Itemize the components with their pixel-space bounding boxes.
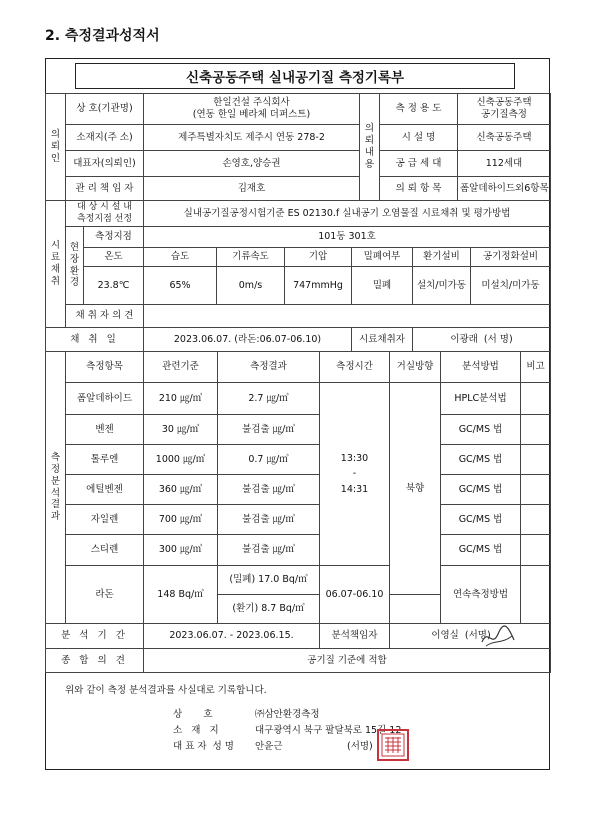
client-label-1: 소재지(주 소) (66, 125, 144, 151)
client-label-0: 상 호(기관명) (66, 94, 144, 125)
analyst-value (390, 624, 551, 649)
result-item-4: 자일렌 (66, 505, 144, 535)
point-label: 측정지점 (84, 227, 144, 248)
overall-value: 공기질 기준에 적합 (144, 649, 551, 673)
env-value-purifier: 미설치/미가동 (471, 267, 551, 305)
client-label-2: 대표자(의뢰인) (66, 151, 144, 177)
result-method-1: GC/MS 법 (441, 415, 521, 445)
env-value-humidity: 65% (144, 267, 217, 305)
results-header-time: 측정시간 (320, 352, 390, 383)
result-item-1: 벤젠 (66, 415, 144, 445)
env-header-purifier: 공기정화설비 (471, 248, 551, 267)
results-table (45, 351, 551, 649)
sampling-date-label: 채 취 일 (46, 328, 144, 352)
result-item-3: 에틸벤젠 (66, 475, 144, 505)
results-time: 13:30 - 14:31 (320, 383, 390, 566)
period-label: 분 석 기 간 (46, 624, 144, 649)
results-header-method: 분석방법 (441, 352, 521, 383)
result-standard-3: 360 ㎍/㎥ (144, 475, 218, 505)
result-item-5: 스티렌 (66, 535, 144, 566)
radon-item: 라돈 (66, 566, 144, 624)
env-value-ventilation: 설치/미가동 (413, 267, 471, 305)
env-label: 현 장 환 경 (66, 227, 84, 305)
result-note-1 (521, 415, 551, 445)
result-value-2: 0.7 ㎍/㎥ (218, 445, 320, 475)
document-title: 신축공동주택 실내공기질 측정기록부 (75, 63, 515, 89)
footer-rep-value: 안윤근 (255, 741, 283, 752)
sampling-table (45, 200, 551, 352)
radon-standard: 148 Bq/㎥ (144, 566, 218, 624)
request-value-2: 112세대 (458, 151, 551, 177)
section-heading: 2. 측정결과성적서 (45, 28, 160, 44)
point-value: 101동 301호 (144, 227, 551, 248)
env-value-pressure: 747mmHg (285, 267, 352, 305)
analyst-label: 분석책임자 (320, 624, 390, 649)
result-standard-1: 30 ㎍/㎥ (144, 415, 218, 445)
request-value-3: 폼알데하이드외6항목 (458, 177, 551, 201)
result-item-2: 톨루엔 (66, 445, 144, 475)
target-label: 대 상 시 설 내 측정지점 선정 (66, 201, 144, 227)
client-value-3: 김재호 (144, 177, 360, 201)
opinion-label: 채 취 자 의 견 (66, 305, 144, 328)
env-header-temp: 온도 (84, 248, 144, 267)
result-value-5: 불검출 ㎍/㎥ (218, 535, 320, 566)
result-method-0: HPLC분석법 (441, 383, 521, 415)
opinion-value (144, 305, 551, 328)
result-note-0 (521, 383, 551, 415)
footer-statement: 위와 같이 측정 분석결과를 사실대로 기록합니다. (65, 685, 267, 696)
result-method-3: GC/MS 법 (441, 475, 521, 505)
analyst-name: 이영실 (431, 630, 459, 642)
result-item-0: 폼알데하이드 (66, 383, 144, 415)
result-standard-2: 1000 ㎍/㎥ (144, 445, 218, 475)
footer-rep-sign: (서명) (347, 741, 373, 752)
results-direction: 북향 (390, 383, 441, 595)
client-section-label: 의 뢰 인 (46, 94, 66, 201)
env-header-sealed: 밀폐여부 (352, 248, 413, 267)
sampler-name: 이광래 (450, 333, 478, 345)
client-label-3: 관 리 책 임 자 (66, 177, 144, 201)
result-method-4: GC/MS 법 (441, 505, 521, 535)
footer-company-value: ㈜삼안환경측정 (255, 709, 320, 720)
radon-method: 연속측정방법 (441, 566, 521, 624)
result-note-2 (521, 445, 551, 475)
client-value-1: 제주특별자치도 제주시 연동 278-2 (144, 125, 360, 151)
result-method-5: GC/MS 법 (441, 535, 521, 566)
result-standard-0: 210 ㎍/㎥ (144, 383, 218, 415)
result-standard-4: 700 ㎍/㎥ (144, 505, 218, 535)
sampling-date-value: 2023.06.07. (라돈:06.07-06.10) (144, 328, 352, 352)
result-note-5 (521, 535, 551, 566)
target-value: 실내공기질공정시험기준 ES 02130.f 실내공기 오염물질 시료채취 및 평가방법 (144, 201, 551, 227)
request-label-0: 측 정 용 도 (380, 94, 458, 125)
results-header-note: 비고 (521, 352, 551, 383)
env-value-temp: 23.8℃ (84, 267, 144, 305)
radon-result-closed: (밀폐) 17.0 Bq/㎥ (218, 566, 320, 595)
request-label-1: 시 설 명 (380, 125, 458, 151)
sampler-value (413, 328, 551, 352)
sampler-sign: (서 명) (483, 333, 513, 345)
env-header-airflow: 기류속도 (217, 248, 285, 267)
env-header-pressure: 기압 (285, 248, 352, 267)
radon-time: 06.07-06.10 (320, 566, 390, 624)
result-standard-5: 300 ㎍/㎥ (144, 535, 218, 566)
request-value-0: 신축공동주택 공기질측정 (458, 94, 551, 125)
overall-label: 종 합 의 견 (46, 649, 144, 673)
env-header-ventilation: 환기설비 (413, 248, 471, 267)
result-value-0: 2.7 ㎍/㎥ (218, 383, 320, 415)
footer (45, 672, 550, 770)
period-value: 2023.06.07. - 2023.06.15. (144, 624, 320, 649)
overall-table (45, 648, 551, 673)
results-section-label: 측 정 분 석 결 과 (46, 352, 66, 624)
env-value-sealed: 밀폐 (352, 267, 413, 305)
footer-address-value: 대구광역시 북구 팔달북로 15길 12 (255, 725, 402, 736)
analyst-signature (478, 622, 518, 652)
radon-note (521, 566, 551, 624)
request-label-3: 의 뢰 항 목 (380, 177, 458, 201)
sampling-section-label: 시 료 채 취 (46, 201, 66, 328)
analyst-sign: (서명) (464, 630, 491, 642)
request-label-2: 공 급 세 대 (380, 151, 458, 177)
results-header-item: 측정항목 (66, 352, 144, 383)
radon-result-vent: (환기) 8.7 Bq/㎥ (218, 595, 320, 624)
footer-rep-label: 대 표 자 성 명 (173, 741, 234, 752)
result-value-3: 불검출 ㎍/㎥ (218, 475, 320, 505)
env-value-airflow: 0m/s (217, 267, 285, 305)
results-header-result: 측정결과 (218, 352, 320, 383)
request-section-label: 의 뢰 내 용 (360, 94, 380, 201)
result-method-2: GC/MS 법 (441, 445, 521, 475)
sampler-label: 시료채취자 (352, 328, 413, 352)
client-value-2: 손영호,양승권 (144, 151, 360, 177)
result-note-4 (521, 505, 551, 535)
result-value-1: 불검출 ㎍/㎥ (218, 415, 320, 445)
request-value-1: 신축공동주택 (458, 125, 551, 151)
results-header-standard: 관련기준 (144, 352, 218, 383)
company-seal-stamp (376, 728, 410, 762)
env-header-humidity: 습도 (144, 248, 217, 267)
client-table (45, 93, 551, 201)
footer-address-label: 소 재 지 (173, 725, 219, 736)
results-header-direction: 거실방향 (390, 352, 441, 383)
client-value-0: 한일건설 주식회사 (연동 한일 베라체 더퍼스트) (144, 94, 360, 125)
footer-company-label: 상 호 (173, 709, 213, 720)
result-value-4: 불검출 ㎍/㎥ (218, 505, 320, 535)
result-note-3 (521, 475, 551, 505)
